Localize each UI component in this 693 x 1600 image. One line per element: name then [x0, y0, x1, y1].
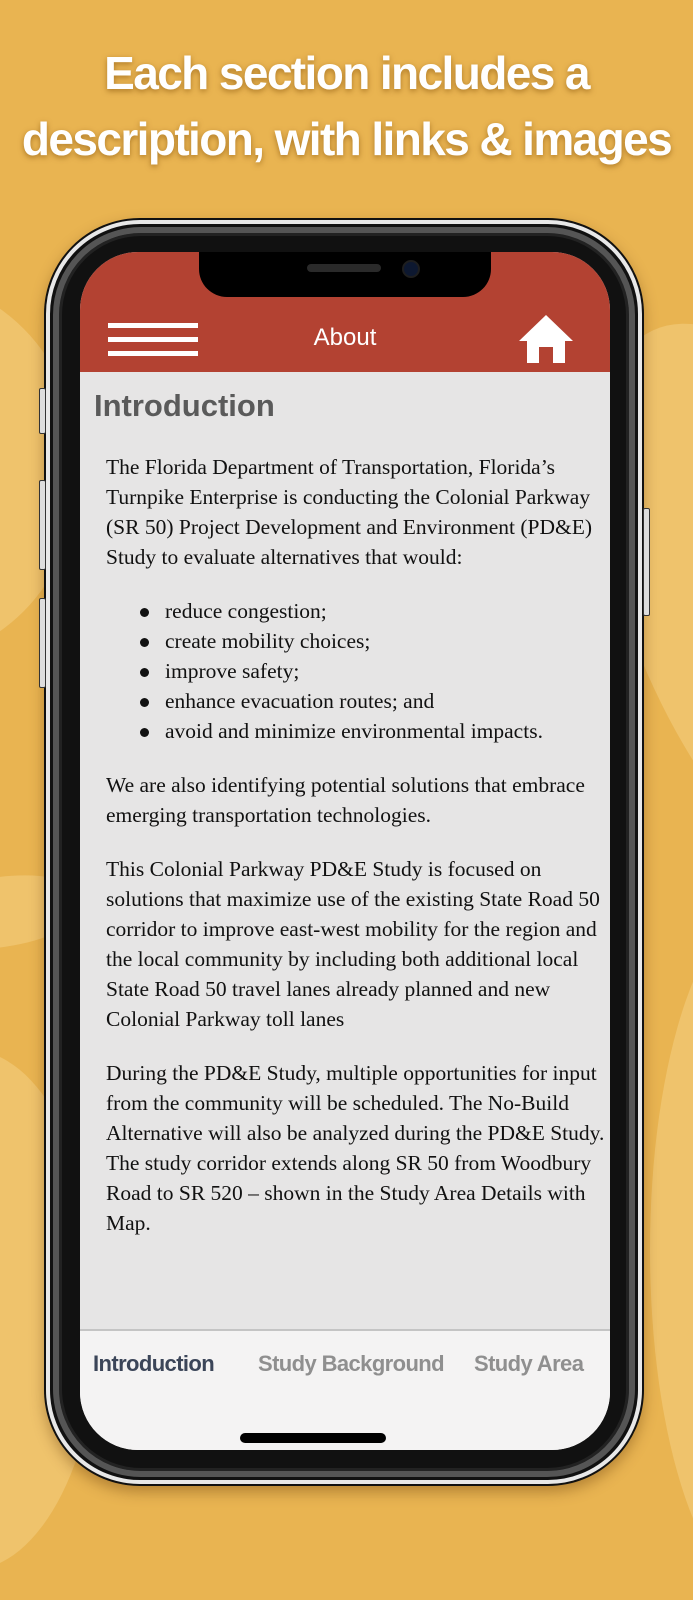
study-paragraph: During the PD&E Study, multiple opportunities for input from the community will be scheduled. The No-Build Alternative will also be analyzed during the PD&E Study. The study corridor extends along SR 50 from Woodbury Road to SR 520 – shown in the Study Area Details with Map. — [106, 1061, 605, 1235]
tab-study-background[interactable]: Study Background — [258, 1351, 444, 1376]
phone-side-button — [39, 388, 46, 434]
list-item: reduce congestion; — [165, 596, 606, 626]
content-area[interactable] — [80, 372, 610, 1329]
list-item: enhance evacuation routes; and — [165, 686, 606, 716]
background-decoration — [650, 900, 693, 1600]
promo-headline — [0, 40, 693, 172]
phone-volume-up-button — [39, 480, 46, 570]
intro-paragraph: The Florida Department of Transportation, Florida’s Turnpike Enterprise is conducting the Colonial Parkway (SR 50) Project Development and Environment (PD&E) Study to evaluate alternatives that would: — [106, 455, 593, 569]
front-camera — [402, 260, 420, 278]
promo-line-1: Each section includes a — [104, 47, 589, 99]
home-icon[interactable] — [518, 314, 574, 364]
section-tab-bar — [80, 1329, 610, 1450]
phone-notch — [199, 252, 491, 297]
technology-paragraph: We are also identifying potential solutions that embrace emerging transportation technologies. — [106, 773, 585, 827]
focus-paragraph: This Colonial Parkway PD&E Study is focused on solutions that maximize use of the existing State Road 50 corridor to improve east-west mobility for the region and the local community by including both additional local State Road 50 travel lanes already planned and new Colonial Parkway toll lanes — [106, 857, 600, 1031]
goals-list — [106, 596, 606, 746]
section-description — [106, 452, 606, 1262]
home-indicator-bar[interactable] — [240, 1433, 386, 1443]
tab-study-area[interactable]: Study Area — [474, 1351, 584, 1376]
app-screen — [80, 252, 610, 1450]
section-title: Introduction — [94, 388, 275, 423]
speaker-grille — [307, 264, 381, 272]
phone-volume-down-button — [39, 598, 46, 688]
tab-introduction[interactable]: Introduction — [93, 1351, 215, 1376]
list-item: improve safety; — [165, 656, 606, 686]
header-title: About — [313, 324, 377, 351]
phone-power-button — [643, 508, 650, 616]
list-item: create mobility choices; — [165, 626, 606, 656]
list-item: avoid and minimize environmental impacts. — [165, 716, 606, 746]
promo-line-2: description, with links & images — [21, 113, 672, 165]
home-icon-glyph — [518, 314, 574, 364]
